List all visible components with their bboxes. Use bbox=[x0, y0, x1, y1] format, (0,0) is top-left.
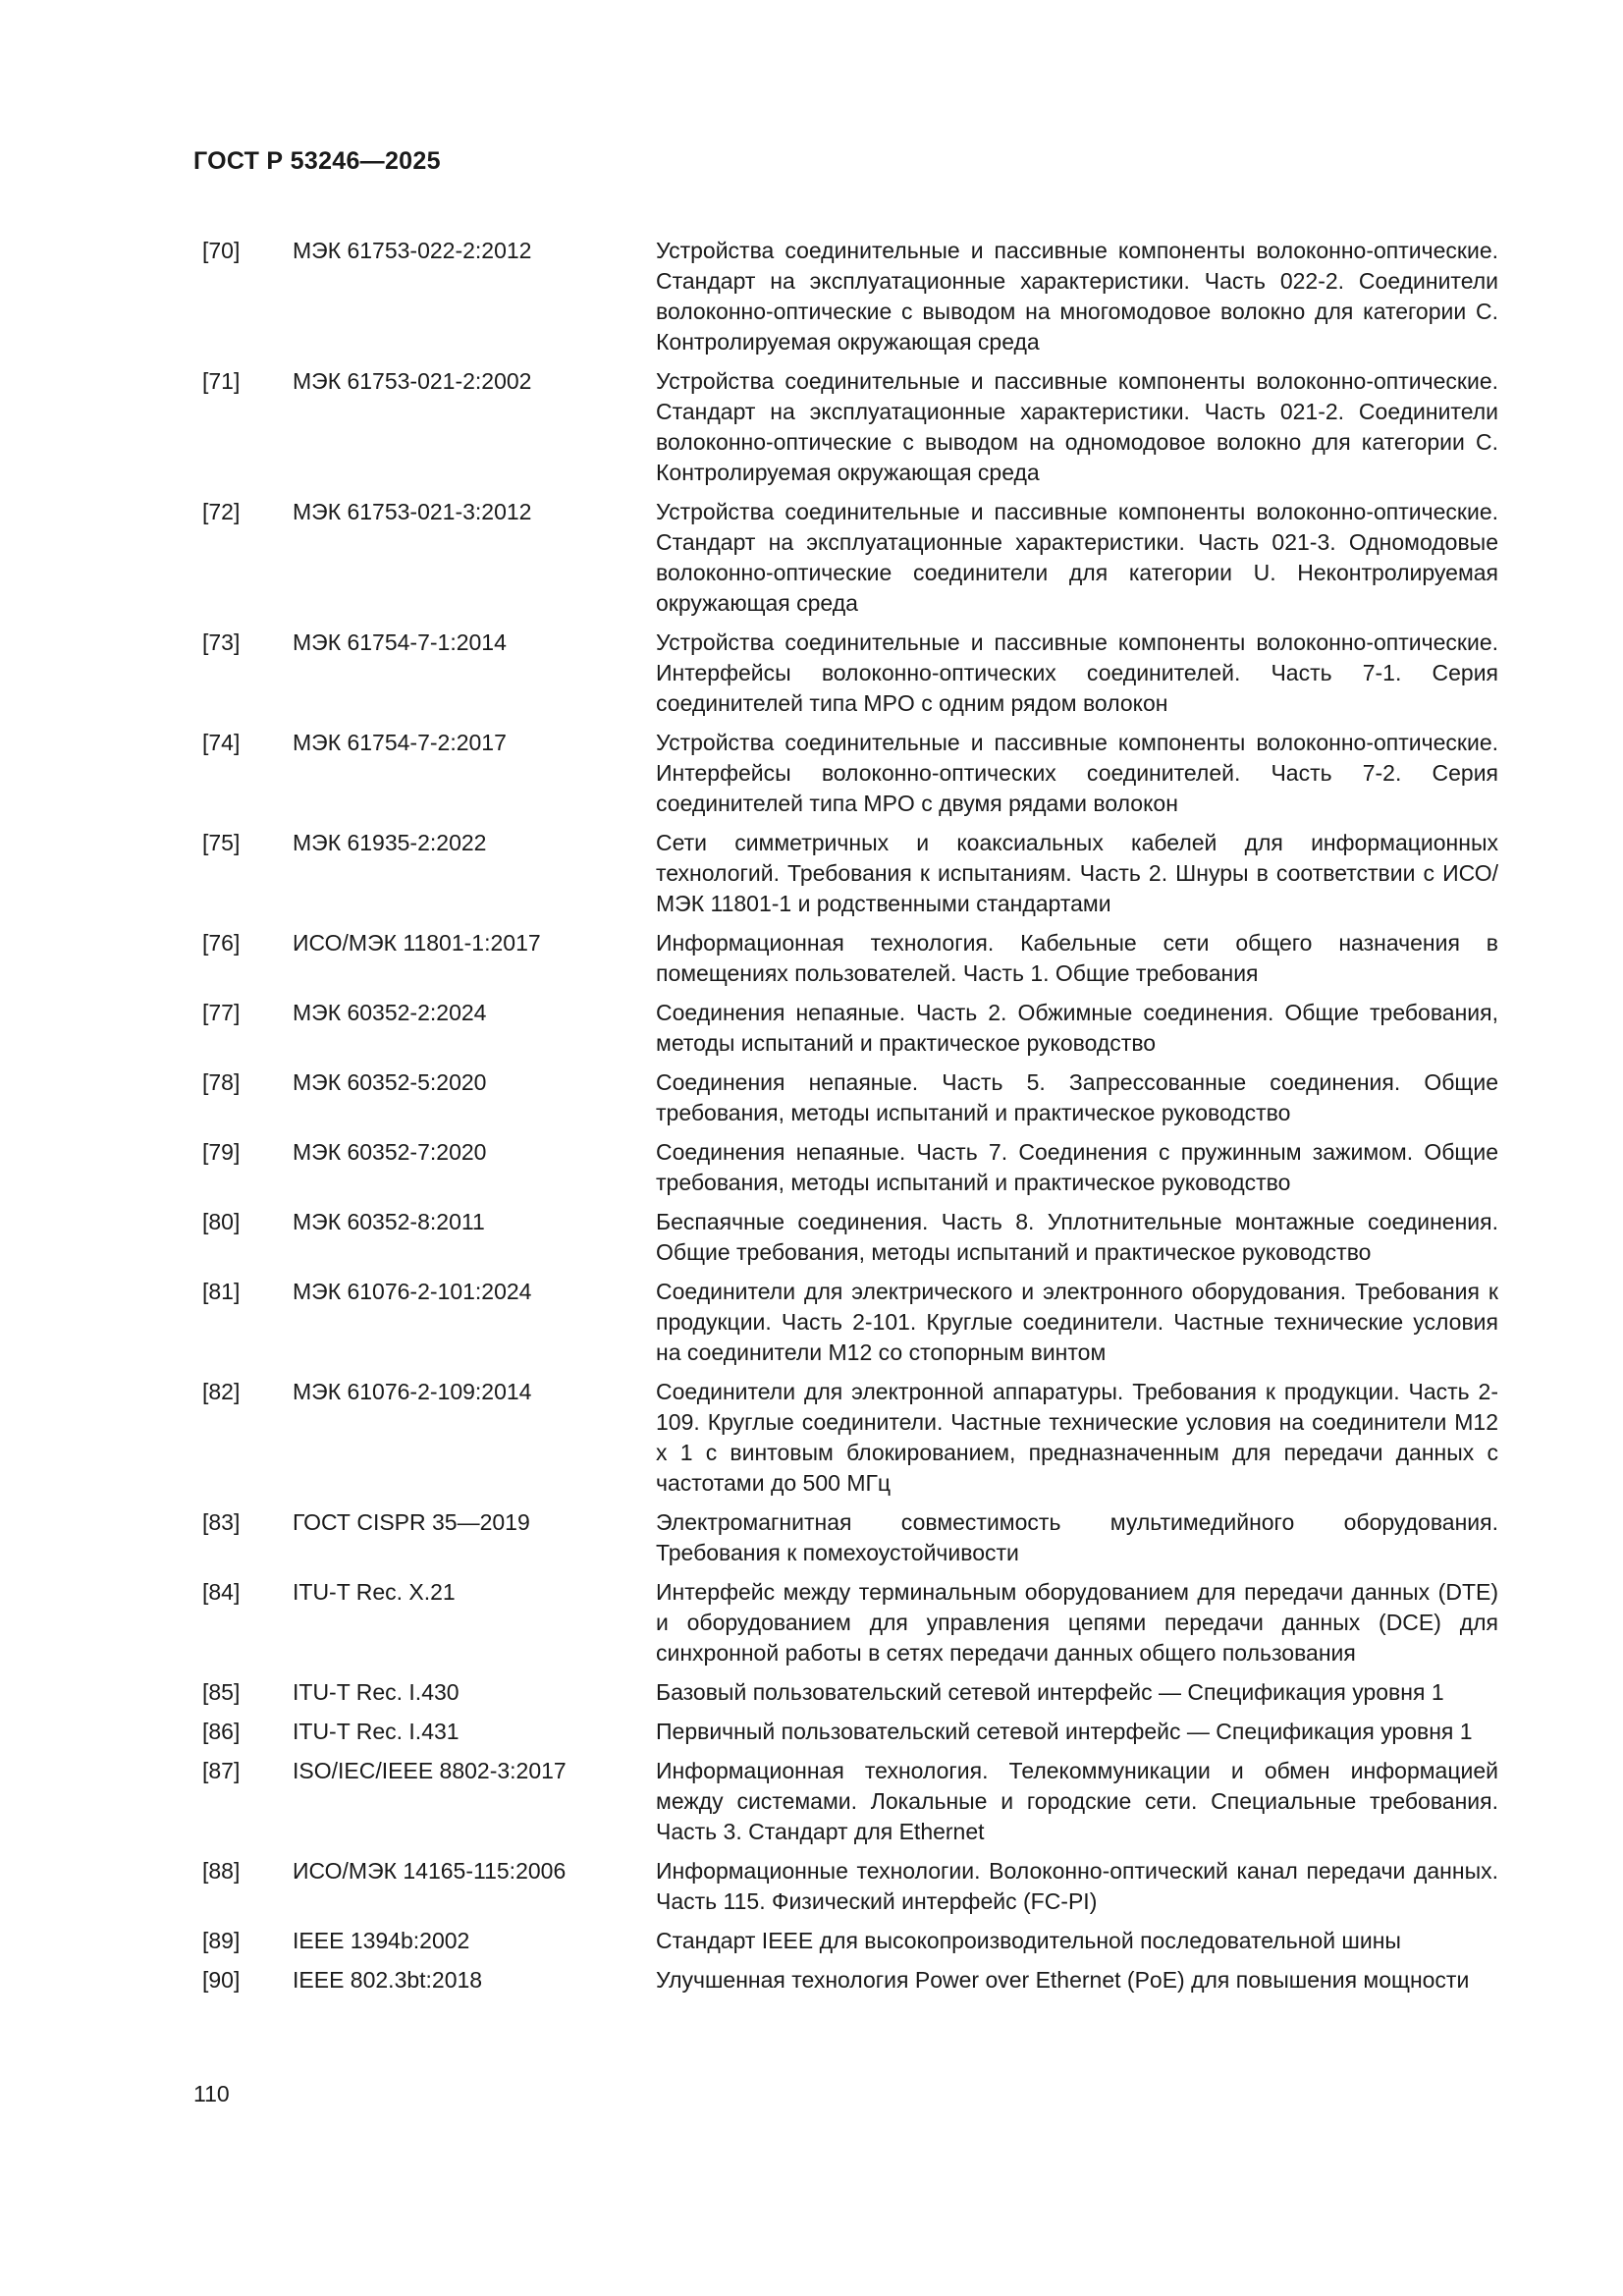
bibliography-entry bbox=[202, 236, 1498, 357]
entry-standard-title: Соединители для электрического и электронного оборудования. Требования к продукции. Часть 2-101. Круглые соединители. Частные технические условия на соединители M12 со стопорным винтом bbox=[656, 1279, 1498, 1365]
entry-number: [82] bbox=[202, 1379, 241, 1404]
entry-standard-title: Улучшенная технология Power over Ethernet (PoE) для повышения мощности bbox=[656, 1967, 1470, 1993]
entry-standard-code: ITU-T Rec. X.21 bbox=[293, 1579, 456, 1605]
entry-standard-code: МЭК 60352-8:2011 bbox=[293, 1209, 485, 1234]
bibliography-entry bbox=[202, 1677, 1498, 1708]
entry-standard-code: МЭК 61754-7-1:2014 bbox=[293, 629, 507, 655]
entry-number: [74] bbox=[202, 730, 241, 755]
entry-standard-code: МЭК 60352-7:2020 bbox=[293, 1139, 487, 1165]
entry-standard-code: МЭК 61753-022-2:2012 bbox=[293, 238, 532, 263]
entry-standard-title: Электромагнитная совместимость мультимедийного оборудования. Требования к помехоустойчивости bbox=[656, 1509, 1498, 1565]
entry-standard-title: Соединения непаяные. Часть 5. Запрессованные соединения. Общие требования, методы испытаний и практическое руководство bbox=[656, 1069, 1498, 1125]
entry-standard-title: Сети симметричных и коаксиальных кабелей для информационных технологий. Требования к испытаниям. Часть 2. Шнуры в соответствии с ИСО/МЭК 11801-1 и родственными стандартами bbox=[656, 830, 1498, 916]
entry-number: [70] bbox=[202, 238, 241, 263]
entry-standard-code: МЭК 60352-5:2020 bbox=[293, 1069, 487, 1095]
bibliography-entry bbox=[202, 828, 1498, 919]
entry-standard-title: Устройства соединительные и пассивные компоненты волоконно-оптические. Интерфейсы волоконно-оптических соединителей. Часть 7-2. Серия соединителей типа MPO с двумя рядами волокон bbox=[656, 730, 1498, 816]
entry-standard-title: Базовый пользовательский сетевой интерфейс — Спецификация уровня 1 bbox=[656, 1679, 1444, 1705]
entry-standard-title: Информационная технология. Кабельные сети общего назначения в помещениях пользователей. Часть 1. Общие требования bbox=[656, 930, 1498, 986]
entry-number: [89] bbox=[202, 1928, 241, 1953]
bibliography-entry bbox=[202, 1277, 1498, 1368]
entry-number: [76] bbox=[202, 930, 241, 956]
entry-standard-code: МЭК 61753-021-3:2012 bbox=[293, 499, 532, 524]
bibliography-entry bbox=[202, 1067, 1498, 1128]
bibliography-entry bbox=[202, 1717, 1498, 1747]
entry-standard-code: МЭК 61935-2:2022 bbox=[293, 830, 487, 855]
document-header-title: ГОСТ Р 53246—2025 bbox=[193, 147, 441, 175]
entry-standard-title: Устройства соединительные и пассивные компоненты волоконно-оптические. Стандарт на эксплуатационные характеристики. Часть 021-3. Одномодовые волоконно-оптические соединители для категории U. Неконтролируемая окружающая среда bbox=[656, 499, 1498, 616]
entry-standard-title: Интерфейс между терминальным оборудованием для передачи данных (DTE) и оборудованием для управления цепями передачи данных (DCE) для синхронной работы в сетях передачи данных общего пользования bbox=[656, 1579, 1498, 1666]
page-number: 110 bbox=[193, 2081, 230, 2106]
entry-standard-title: Первичный пользовательский сетевой интерфейс — Спецификация уровня 1 bbox=[656, 1719, 1473, 1744]
entry-standard-code: ITU-T Rec. I.431 bbox=[293, 1719, 460, 1744]
entry-number: [73] bbox=[202, 629, 241, 655]
entry-standard-code: МЭК 61754-7-2:2017 bbox=[293, 730, 507, 755]
entry-number: [83] bbox=[202, 1509, 241, 1535]
entry-standard-title: Информационная технология. Телекоммуникации и обмен информацией между системами. Локальные и городские сети. Специальные требования. Часть 3. Стандарт для Ethernet bbox=[656, 1758, 1498, 1844]
entry-standard-title: Соединители для электронной аппаратуры. Требования к продукции. Часть 2-109. Круглые соединители. Частные технические условия на соединители M12 x 1 с винтовым блокированием, предназначенным для передачи данных с частотами до 500 МГц bbox=[656, 1379, 1498, 1496]
entry-number: [81] bbox=[202, 1279, 241, 1304]
entry-number: [78] bbox=[202, 1069, 241, 1095]
entry-standard-code: МЭК 61753-021-2:2002 bbox=[293, 368, 532, 394]
entry-standard-title: Стандарт IEEE для высокопроизводительной последовательной шины bbox=[656, 1928, 1401, 1953]
entry-standard-title: Информационные технологии. Волоконно-оптический канал передачи данных. Часть 115. Физический интерфейс (FC-PI) bbox=[656, 1858, 1498, 1914]
entry-number: [79] bbox=[202, 1139, 241, 1165]
bibliography-entry bbox=[202, 1577, 1498, 1668]
entry-standard-code: ИСО/МЭК 14165-115:2006 bbox=[293, 1858, 567, 1884]
bibliography-entry bbox=[202, 628, 1498, 719]
entry-standard-code: МЭК 61076-2-109:2014 bbox=[293, 1379, 532, 1404]
entry-standard-code: ISO/IEC/IEEE 8802-3:2017 bbox=[293, 1758, 567, 1783]
entry-standard-code: МЭК 60352-2:2024 bbox=[293, 1000, 487, 1025]
entry-number: [90] bbox=[202, 1967, 241, 1993]
entry-number: [88] bbox=[202, 1858, 241, 1884]
entry-number: [80] bbox=[202, 1209, 241, 1234]
entry-standard-code: ГОСТ CISPR 35—2019 bbox=[293, 1509, 530, 1535]
bibliography-entry bbox=[202, 1965, 1498, 1995]
bibliography-entry bbox=[202, 1137, 1498, 1198]
entry-standard-title: Беспаячные соединения. Часть 8. Уплотнительные монтажные соединения. Общие требования, методы испытаний и практическое руководство bbox=[656, 1209, 1498, 1265]
entry-standard-code: IEEE 802.3bt:2018 bbox=[293, 1967, 483, 1993]
entry-standard-code: IEEE 1394b:2002 bbox=[293, 1928, 470, 1953]
bibliography-entry bbox=[202, 1756, 1498, 1847]
bibliography-entry bbox=[202, 728, 1498, 819]
bibliography-entry bbox=[202, 1207, 1498, 1268]
entry-number: [87] bbox=[202, 1758, 241, 1783]
bibliography-entry bbox=[202, 366, 1498, 488]
entry-standard-title: Соединения непаяные. Часть 7. Соединения с пружинным зажимом. Общие требования, методы испытаний и практическое руководство bbox=[656, 1139, 1498, 1195]
bibliography-entry bbox=[202, 1507, 1498, 1568]
bibliography-entry bbox=[202, 928, 1498, 989]
entry-number: [84] bbox=[202, 1579, 241, 1605]
bibliography-entry bbox=[202, 1926, 1498, 1956]
entry-standard-code: ИСО/МЭК 11801-1:2017 bbox=[293, 930, 541, 956]
bibliography-list bbox=[202, 236, 1498, 2004]
entry-number: [77] bbox=[202, 1000, 241, 1025]
entry-standard-code: ITU-T Rec. I.430 bbox=[293, 1679, 460, 1705]
entry-number: [85] bbox=[202, 1679, 241, 1705]
entry-number: [72] bbox=[202, 499, 241, 524]
entry-standard-title: Устройства соединительные и пассивные компоненты волоконно-оптические. Стандарт на эксплуатационные характеристики. Часть 021-2. Соединители волоконно-оптические с выводом на одномодовое волокно для категории C. Контролируемая окружающая среда bbox=[656, 368, 1498, 485]
bibliography-entry bbox=[202, 998, 1498, 1059]
bibliography-entry bbox=[202, 497, 1498, 619]
entry-standard-title: Устройства соединительные и пассивные компоненты волоконно-оптические. Интерфейсы волоконно-оптических соединителей. Часть 7-1. Серия соединителей типа MPO с одним рядом волокон bbox=[656, 629, 1498, 716]
entry-number: [75] bbox=[202, 830, 241, 855]
bibliography-entry bbox=[202, 1377, 1498, 1499]
entry-standard-title: Соединения непаяные. Часть 2. Обжимные соединения. Общие требования, методы испытаний и практическое руководство bbox=[656, 1000, 1498, 1056]
bibliography-entry bbox=[202, 1856, 1498, 1917]
entry-number: [86] bbox=[202, 1719, 241, 1744]
entry-number: [71] bbox=[202, 368, 241, 394]
entry-standard-title: Устройства соединительные и пассивные компоненты волоконно-оптические. Стандарт на эксплуатационные характеристики. Часть 022-2. Соединители волоконно-оптические с выводом на многомодовое волокно для категории C. Контролируемая окружающая среда bbox=[656, 238, 1498, 355]
entry-standard-code: МЭК 61076-2-101:2024 bbox=[293, 1279, 532, 1304]
